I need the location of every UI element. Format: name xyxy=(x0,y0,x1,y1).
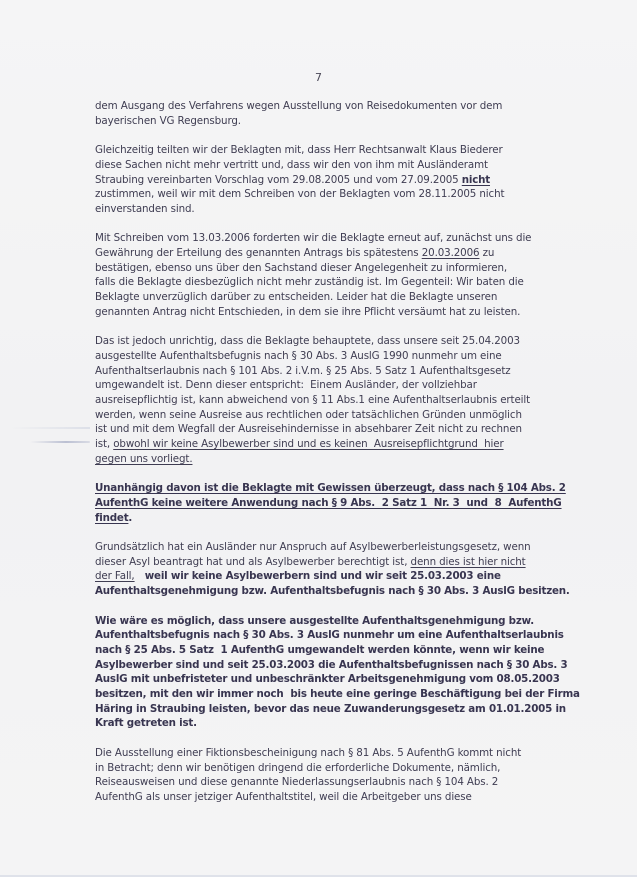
text-run: genannten Antrag nicht Entschieden, in dem sie ihre Pflicht versäumt hat zu leisten. xyxy=(95,305,521,318)
text-line xyxy=(95,408,575,423)
text-run: Grundsätzlich hat ein Ausländer nur Anspruch auf Asylbewerberleistungsgesetz, wenn xyxy=(95,541,531,554)
text-run: Mit Schreiben vom 13.03.2006 forderten wir die Beklagte erneut auf, zunächst uns die xyxy=(95,232,532,245)
text-line xyxy=(95,261,575,276)
text-line xyxy=(95,246,575,261)
text-line xyxy=(95,511,575,526)
text-line xyxy=(95,481,575,496)
bold-text: . xyxy=(128,511,133,524)
text-run: bayerischen VG Regensburg. xyxy=(95,114,241,127)
text-line xyxy=(95,658,575,673)
text-line xyxy=(95,305,575,320)
paragraph-continuation xyxy=(95,99,575,128)
text-run: ist und mit dem Wegfall der Ausreisehindernisse in absehbarer Zeit nicht zu rechnen xyxy=(95,423,522,436)
text-run: Aufenthaltserlaubnis nach § 101 Abs. 2 i.V.m. § 25 Abs. 5 Satz 1 Aufenthaltsgesetz xyxy=(95,364,511,377)
text-line xyxy=(95,775,575,790)
text-run: Reiseausweisen und diese genannte Niederlassungserlaubnis nach § 104 Abs. 2 xyxy=(95,776,499,789)
text-line xyxy=(95,643,575,658)
text-run: Die Ausstellung einer Fiktionsbescheinigung nach § 81 Abs. 5 AufenthG kommt nicht xyxy=(95,746,522,759)
text-line xyxy=(95,746,575,761)
paragraph-residence-permit-dispute xyxy=(95,334,575,466)
text-run: zu xyxy=(479,247,495,259)
underlined-text: 20.03.2006 xyxy=(421,247,480,259)
text-run: dieser Asyl beantragt hat und als Asylbewerber berechtigt ist, xyxy=(95,555,411,568)
scan-smudge xyxy=(30,441,90,443)
page-number: 7 xyxy=(315,71,322,84)
text-line xyxy=(95,99,575,114)
text-line xyxy=(95,761,575,776)
bold-text: Häring in Straubing leisten, bevor das neue Zuwanderungsgesetz am 01.01.2005 in xyxy=(95,702,566,715)
bold-text: weil wir keine Asylbewerbern sind und wir seit 25.03.2003 eine xyxy=(134,570,501,583)
underlined-text: AufenthG keine weitere Anwendung nach § 9 Abs. 2 Satz 1 Nr. 3 und 8 AufenthG xyxy=(95,496,562,509)
text-line xyxy=(95,614,575,629)
text-run: Gewährung der Erteilung des genannten Antrags bis spätestens xyxy=(95,247,422,259)
text-run: Straubing vereinbarten Vorschlag vom 29.08.2005 und vom 27.09.2005 xyxy=(95,173,462,186)
text-line xyxy=(95,687,580,702)
bold-text: Aufenthaltsbefugnis nach § 30 Abs. 3 AuslG nunmehr um eine Aufenthaltserlaubnis xyxy=(95,629,564,642)
text-run: dem Ausgang des Verfahrens wegen Ausstellung von Reisedokumenten vor dem xyxy=(95,100,503,112)
text-line xyxy=(95,334,575,349)
text-line xyxy=(95,569,575,584)
text-run: Das ist jedoch unrichtig, dass die Beklagte behauptete, dass unsere seit 25.04.2003 xyxy=(95,335,520,348)
underlined-text: der Fall, xyxy=(95,570,135,583)
text-run: diese Sachen nicht mehr vertritt und, dass wir den von ihm mit Ausländeramt xyxy=(95,158,488,171)
text-run: falls die Beklagte diesbezüglich nicht mehr zuständig ist. Im Gegenteil: Wir baten die xyxy=(95,276,524,289)
text-run: umgewandelt ist. Denn dieser entspricht: Einem Ausländer, der vollziehbar xyxy=(95,379,477,392)
text-line xyxy=(95,275,575,290)
underlined-text: denn dies ist hier nicht xyxy=(410,555,526,568)
text-line xyxy=(95,187,575,202)
paragraph-question-conversion xyxy=(95,614,580,732)
paragraph-emphasis-section-104 xyxy=(95,481,575,525)
underlined-text: gegen uns vorliegt. xyxy=(95,452,193,465)
text-line xyxy=(95,114,575,129)
bold-text: Aufenthaltsgenehmigung bzw. Aufenthaltsbefugnis nach § 30 Abs. 3 AuslG besitzen. xyxy=(95,585,570,598)
text-line xyxy=(95,672,575,687)
text-run: in Betracht; denn wir benötigen dringend die erforderliche Dokumente, nämlich, xyxy=(95,761,501,774)
text-line xyxy=(95,790,575,805)
text-run: zustimmen, weil wir mit dem Schreiben von der Beklagten vom 28.11.2005 nicht xyxy=(95,188,505,201)
text-line xyxy=(95,364,575,379)
text-run: werden, wenn seine Ausreise aus rechtlichen oder tatsächlichen Gründen unmöglich xyxy=(95,408,522,421)
text-line xyxy=(95,393,575,408)
bold-text: Kraft getreten ist. xyxy=(95,717,197,730)
text-run: einverstanden sind. xyxy=(95,202,195,215)
text-run: Gleichzeitig teilten wir der Beklagten mit, dass Herr Rechtsanwalt Klaus Biederer xyxy=(95,144,503,157)
text-line xyxy=(95,231,575,246)
text-line xyxy=(95,158,575,173)
text-line xyxy=(95,290,575,305)
bold-text: Asylbewerber sind und seit 25.03.2003 die Aufenthaltsbefugnissen nach § 30 Abs. 3 xyxy=(95,658,568,671)
document-body xyxy=(95,99,580,819)
text-run: Beklagte unverzüglich darüber zu entscheiden. Leider hat die Beklagte unseren xyxy=(95,291,498,304)
text-line xyxy=(95,496,575,511)
text-line xyxy=(95,716,575,731)
text-line xyxy=(95,143,575,158)
text-run: ausgestellte Aufenthaltsbefugnis nach § 30 Abs. 3 AuslG 1990 nunmehr um eine xyxy=(95,349,502,362)
text-run: bestätigen, ebenso uns über den Sachstand dieser Angelegenheit zu informieren, xyxy=(95,261,508,274)
bold-text: AuslG mit unbefristeter und unbeschränkter Arbeitsgenehmigung vom 08.05.2003 xyxy=(95,673,560,686)
paragraph-deadline-request xyxy=(95,231,575,319)
text-line xyxy=(95,584,575,599)
text-run: AufenthG als unser jetziger Aufenthaltstitel, weil die Arbeitgeber uns diese xyxy=(95,790,472,803)
paragraph-representation xyxy=(95,143,575,217)
underlined-text: obwohl wir keine Asylbewerber sind und es keinen Ausreisepflichtgrund hier xyxy=(113,438,504,451)
paragraph-asylum-entitlement xyxy=(95,540,575,599)
text-line xyxy=(95,702,575,717)
text-line xyxy=(95,437,575,452)
scan-smudge xyxy=(10,427,90,429)
text-line xyxy=(95,349,575,364)
underlined-text: Unanhängig davon ist die Beklagte mit Gewissen überzeugt, dass nach § 104 Abs. 2 xyxy=(95,482,566,495)
text-line xyxy=(95,540,575,555)
underlined-text: nicht xyxy=(461,173,490,186)
text-line xyxy=(95,628,575,643)
text-line xyxy=(95,378,575,393)
bold-text: nach § 25 Abs. 5 Satz 1 AufenthG umgewandelt werden könnte, wenn wir keine xyxy=(95,643,545,656)
text-line xyxy=(95,173,575,188)
text-line xyxy=(95,452,575,467)
text-run: ausreisepflichtig ist, kann abweichend von § 11 Abs.1 eine Aufenthaltserlaubnis erteilt xyxy=(95,394,531,407)
bold-text: Wie wäre es möglich, dass unsere ausgestellte Aufenthaltsgenehmigung bzw. xyxy=(95,614,535,627)
text-line xyxy=(95,202,575,217)
text-run: ist, xyxy=(95,438,114,451)
bold-text: besitzen, mit den wir immer noch bis heute eine geringe Beschäftigung bei der Firma xyxy=(95,688,580,701)
underlined-text: findet xyxy=(95,511,129,524)
text-line xyxy=(95,555,575,570)
paragraph-fiction-certificate xyxy=(95,746,575,805)
text-line xyxy=(95,422,575,437)
